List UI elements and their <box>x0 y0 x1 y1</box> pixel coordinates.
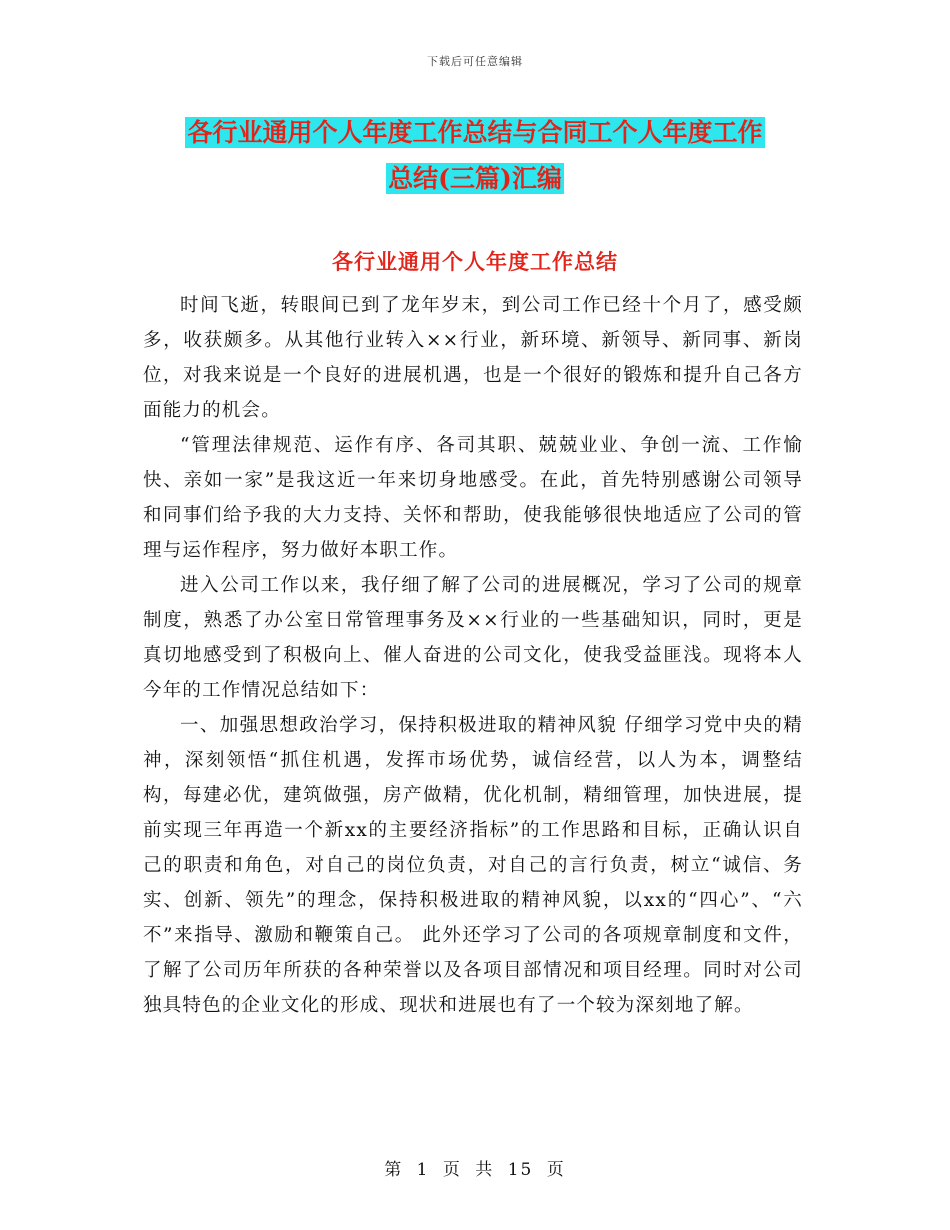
title-line-1: 各行业通用个人年度工作总结与合同工个人年度工作 <box>187 118 763 147</box>
header-note: 下载后可任意编辑 <box>427 55 523 68</box>
document-title <box>150 110 800 202</box>
title-line-2: 总结(三篇)汇编 <box>388 164 562 193</box>
page-number: 第 1 页 共 15 页 <box>384 1160 566 1180</box>
paragraph-4: 一、加强思想政治学习，保持积极进取的精神风貌 仔细学习党中央的精神，深刻领悟“抓住机遇，发挥市场优势，诚信经营，以人为本，调整结构，每建必优，建筑做强，房产做精，优化机制，精细管理，加快进展，提前实现三年再造一个新xx的主要经济指标”的工作思路和目标，正确认识自己的职责和角色，对自己的岗位负责，对自己的言行负责，树立“诚信、务实、创新、领先”的理念，保持积极进取的精神风貌，以xx的“四心”、“六不”来指导、激励和鞭策自己。 此外还学习了公司的各项规章制度和文件，了解了公司历年所获的各种荣誉以及各项目部情况和项目经理。同时对公司独具特色的企业文化的形成、现状和进展也有了一个较为深刻地了解。 <box>143 715 803 1016</box>
section-title: 各行业通用个人年度工作总结 <box>332 249 618 274</box>
paragraph-1: 时间飞逝，转眼间已到了龙年岁末，到公司工作已经十个月了，感受颇多，收获颇多。从其他行业转入××行业，新环境、新领导、新同事、新岗位，对我来说是一个良好的进展机遇，也是一个很好的锻炼和提升自己各方面能力的机会。 <box>143 295 803 421</box>
body-text <box>143 288 803 1023</box>
paragraph-2: “管理法律规范、运作有序、各司其职、兢兢业业、争创一流、工作愉快、亲如一家”是我这近一年来切身地感受。在此，首先特别感谢公司领导和同事们给予我的大力支持、关怀和帮助，使我能够很快地适应了公司的管理与运作程序，努力做好本职工作。 <box>143 435 803 561</box>
paragraph-3: 进入公司工作以来，我仔细了解了公司的进展概况，学习了公司的规章制度，熟悉了办公室日常管理事务及××行业的一些基础知识，同时，更是真切地感受到了积极向上、催人奋进的公司文化，使我受益匪浅。现将本人今年的工作情况总结如下： <box>143 575 803 701</box>
